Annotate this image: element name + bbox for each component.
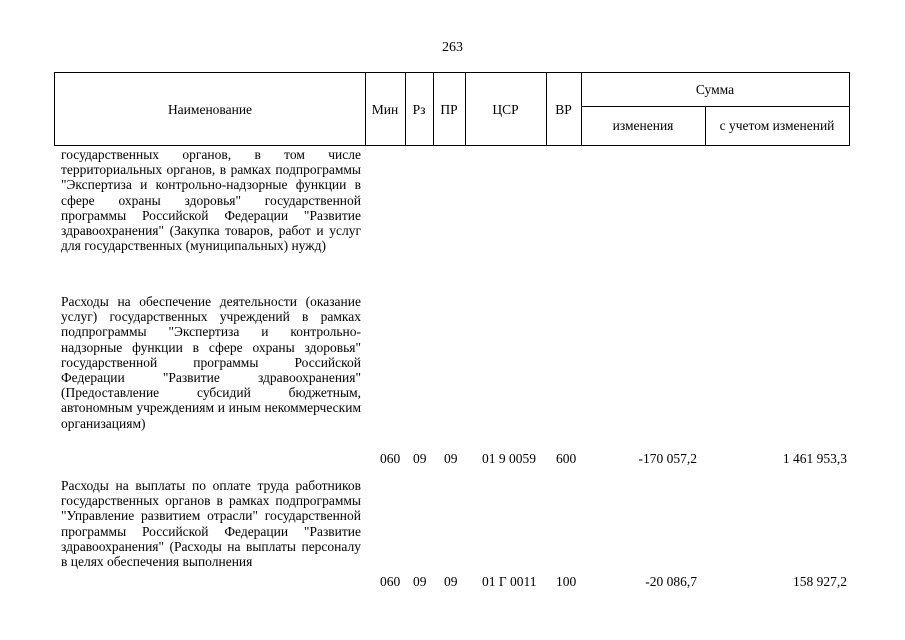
row-description: государственных органов, в том числе территориальных органов, в рамках подпрограммы "Экспертиза и контрольно-надзорные функции в сфере охраны здоровья" государственной программы Российской Федерации "Развитие здравоохранения" (Закупка товаров, работ и услуг для государственных (муниципальных) нужд) [61, 147, 361, 254]
row-min: 060 [380, 574, 401, 589]
row-rz: 09 [413, 451, 427, 466]
row-description: Расходы на выплаты по оплате труда работников государственных органов в рамках подпрограммы "Управление развитием отрасли" государственной программы Российской Федерации "Развитие здравоохранения" (Расходы на выплаты персоналу в целях обеспечения выполнения [61, 478, 361, 570]
row-change: -20 086,7 [645, 574, 697, 589]
header-total: с учетом изменений [719, 118, 835, 133]
table-header [54, 72, 850, 146]
row-csr: 01 9 0059 [482, 451, 536, 466]
header-change: изменения [612, 118, 674, 133]
header-vr: ВР [555, 101, 572, 117]
row-vr: 100 [556, 574, 577, 589]
row-csr: 01 Г 0011 [482, 574, 537, 589]
header-rz: Рз [412, 101, 426, 117]
row-total: 158 927,2 [793, 574, 847, 589]
row-vr: 600 [556, 451, 577, 466]
row-description: Расходы на обеспечение деятельности (оказание услуг) государственных учреждений в рамках подпрограммы "Экспертиза и контрольно-надзорные функции в сфере охраны здоровья" государственной программы Российской Федерации "Развитие здравоохранения" (Предоставление субсидий бюджетным, автономным учреждениям и иным некоммерческим организациям) [61, 294, 361, 431]
header-csr: ЦСР [492, 101, 519, 117]
header-sum: Сумма [695, 82, 735, 97]
header-name: Наименование [167, 101, 253, 117]
row-change: -170 057,2 [638, 451, 697, 466]
page-number: 263 [442, 40, 463, 55]
header-min: Мин [371, 101, 399, 117]
header-pr: ПР [440, 101, 458, 117]
row-total: 1 461 953,3 [782, 451, 847, 466]
row-min: 060 [380, 451, 401, 466]
row-pr: 09 [444, 574, 458, 589]
row-pr: 09 [444, 451, 458, 466]
row-rz: 09 [413, 574, 427, 589]
